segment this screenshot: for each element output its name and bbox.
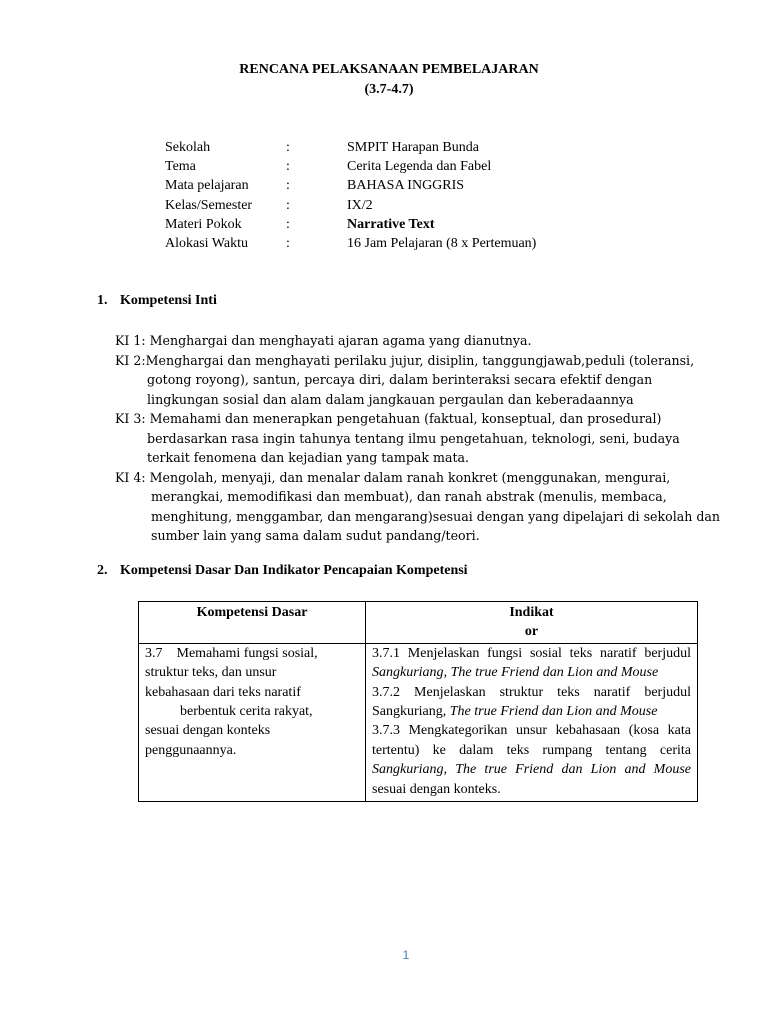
page-number: 1 bbox=[402, 948, 410, 962]
table-header-row bbox=[139, 602, 698, 644]
identity-label: Kelas/Semester bbox=[165, 197, 253, 213]
section-number: 2. bbox=[97, 563, 108, 578]
indicator-italic: Sangkuriang bbox=[372, 665, 444, 681]
ki-line: KI 3: Memahami dan menerapkan pengetahuan (faktual, konseptual, dan prosedural) bbox=[115, 411, 662, 426]
kd-line: struktur teks, dan unsur bbox=[145, 665, 277, 681]
indicator-sep: , bbox=[443, 762, 456, 778]
indicator-italic: The true Friend dan Lion and Mouse bbox=[450, 665, 659, 681]
identity-colon: : bbox=[286, 235, 290, 251]
header-indicator-line1: Indikat bbox=[509, 605, 554, 620]
identity-colon: : bbox=[286, 178, 290, 194]
indicator-text: 3.7.2 Menjelaskan struktur teks naratif berjudul Sangkuriang, bbox=[372, 684, 691, 720]
ki-line: KI 1: Menghargai dan menghayati ajaran agama yang dianutnya. bbox=[115, 333, 532, 348]
section-number: 1. bbox=[97, 293, 108, 308]
header-indicator-line2: or bbox=[524, 624, 539, 640]
identity-value: Narrative Text bbox=[347, 216, 435, 232]
identity-value: IX/2 bbox=[347, 197, 373, 213]
ki-line: KI 2:Menghargai dan menghayati perilaku jujur, disiplin, tanggungjawab,peduli (toleransi, bbox=[115, 352, 695, 368]
ki-line: merangkai, memodifikasi dan membuat), dan ranah abstrak (menulis, membaca, bbox=[115, 489, 667, 504]
identity-colon: : bbox=[286, 140, 290, 155]
ki-line: KI 4: Mengolah, menyaji, dan menalar dalam ranah konkret (menggunakan, mengurai, bbox=[115, 469, 671, 485]
identity-value: Cerita Legenda dan Fabel bbox=[347, 159, 492, 175]
indicator-sep: , bbox=[443, 665, 451, 681]
competence-table bbox=[138, 601, 698, 802]
document-subtitle: (3.7-4.7) bbox=[364, 82, 414, 97]
indicator-italic: Sangkuriang bbox=[372, 762, 444, 778]
ki-line: sumber lain yang sama dalam sudut pandang/teori. bbox=[115, 528, 480, 543]
indicator-3-7-2 bbox=[372, 683, 691, 722]
section-title: Kompetensi Inti bbox=[120, 293, 217, 308]
indicator-cell bbox=[366, 643, 698, 801]
identity-value: 16 Jam Pelajaran (8 x Pertemuan) bbox=[347, 235, 537, 251]
kd-line: sesuai dengan konteks bbox=[145, 723, 271, 739]
indicator-3-7-3 bbox=[372, 721, 691, 799]
identity-colon: : bbox=[286, 197, 290, 213]
table-row bbox=[139, 643, 698, 801]
indicator-3-7-1 bbox=[372, 644, 691, 683]
header-basic-competence: Kompetensi Dasar bbox=[139, 602, 366, 644]
core-competence-list bbox=[115, 331, 720, 546]
kd-line: kebahasaan dari teks naratif bbox=[145, 684, 301, 700]
identity-value: BAHASA INGGRIS bbox=[347, 178, 465, 194]
section-heading-core-competence bbox=[97, 293, 217, 309]
identity-colon: : bbox=[286, 159, 290, 175]
ki-line: berdasarkan rasa ingin tahunya tentang ilmu pengetahuan, teknologi, seni, budaya bbox=[115, 430, 680, 446]
kd-line: 3.7 Memahami fungsi sosial, bbox=[145, 645, 318, 661]
section-heading-basic-competence bbox=[97, 563, 468, 579]
identity-label: Tema bbox=[165, 159, 196, 175]
document-title: RENCANA PELAKSANAAN PEMBELAJARAN bbox=[239, 62, 539, 77]
ki-line: menghitung, menggambar, dan mengarang)sesuai dengan yang dipelajari di sekolah dan bbox=[115, 508, 721, 524]
indicator-italic: The true Friend dan Lion and Mouse bbox=[455, 762, 692, 778]
indicator-text: sesuai dengan konteks. bbox=[372, 781, 501, 797]
section-title: Kompetensi Dasar Dan Indikator Pencapaian Kompetensi bbox=[120, 563, 468, 578]
kd-line: berbentuk cerita rakyat, bbox=[145, 704, 313, 720]
ki-line: lingkungan sosial dan alam dalam jangkauan pergaulan dan keberadaannya bbox=[115, 391, 634, 407]
identity-label: Alokasi Waktu bbox=[165, 235, 248, 251]
header-indicator bbox=[366, 602, 698, 644]
indicator-text: 3.7.1 Menjelaskan fungsi sosial teks naratif berjudul bbox=[372, 645, 691, 661]
identity-value: SMPIT Harapan Bunda bbox=[347, 140, 479, 155]
indicator-italic: The true Friend dan Lion and Mouse bbox=[449, 704, 658, 720]
indicator-text: 3.7.3 Mengkategorikan unsur kebahasaan (kosa kata tertentu) ke dalam teks rumpang tentang cerita bbox=[372, 723, 691, 758]
ki-line: gotong royong), santun, percaya diri, dalam berinteraksi secara efektif dengan bbox=[115, 372, 653, 387]
identity-label: Sekolah bbox=[165, 140, 211, 155]
basic-competence-cell bbox=[139, 643, 366, 801]
kd-line: penggunaannya. bbox=[145, 742, 237, 758]
identity-label: Materi Pokok bbox=[165, 216, 242, 232]
identity-colon: : bbox=[286, 216, 290, 232]
identity-label: Mata pelajaran bbox=[165, 178, 249, 194]
ki-line: terkait fenomena dan kejadian yang tampak mata. bbox=[115, 450, 470, 465]
